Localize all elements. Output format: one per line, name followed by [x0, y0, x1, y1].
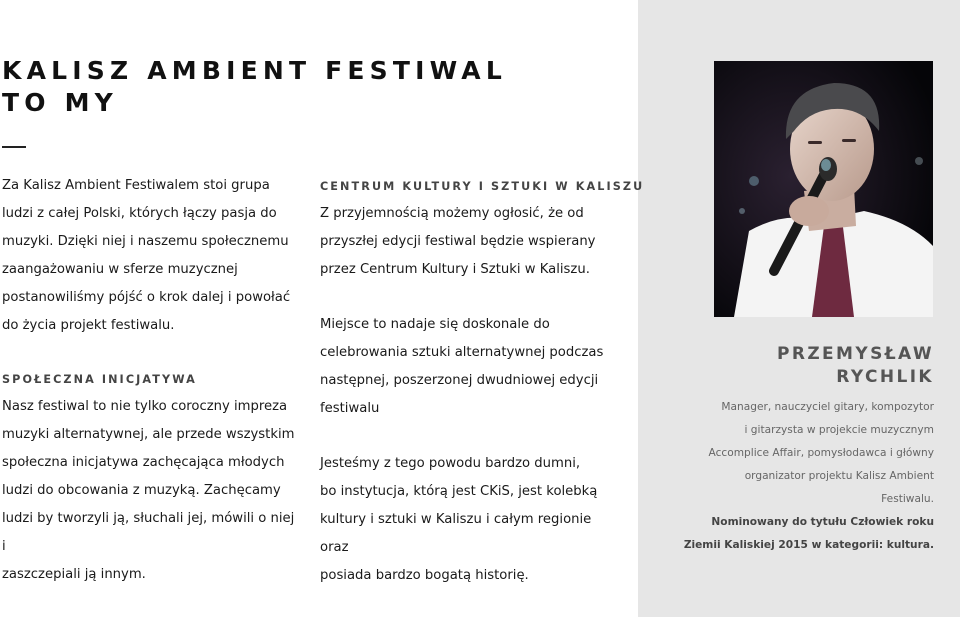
profile-name — [648, 343, 934, 389]
bio-line: Festiwalu. — [881, 493, 934, 505]
social-initiative-line: Nasz festiwal to nie tylko coroczny impreza — [2, 399, 288, 414]
award-line: Nominowany do tytułu Człowiek roku — [711, 516, 934, 528]
centre-line: posiada bardzo bogatą historię. — [320, 568, 529, 583]
centre-paragraph-1 — [320, 200, 620, 284]
profile-photo — [714, 61, 933, 317]
intro-line: do życia projekt festiwalu. — [2, 318, 175, 333]
page-title — [2, 55, 562, 119]
centre-line: celebrowania sztuki alternatywnej podczas — [320, 345, 604, 360]
intro-line: zaangażowaniu w sferze muzycznej — [2, 262, 238, 277]
centre-line: przyszłej edycji festiwal będzie wspierany — [320, 234, 596, 249]
social-initiative-line: społeczna inicjatywa zachęcająca młodych — [2, 455, 285, 470]
intro-line: Za Kalisz Ambient Festiwalem stoi grupa — [2, 178, 270, 193]
centre-line: następnej, poszerzonej dwudniowej edycji — [320, 373, 599, 388]
centre-paragraph-2 — [320, 311, 620, 423]
social-initiative-line: muzyki alternatywnej, ale przede wszystkim — [2, 427, 295, 442]
award-line: Ziemii Kaliskiej 2015 w kategorii: kultura. — [683, 539, 934, 551]
bio-line: Accomplice Affair, pomysłodawca i główny — [708, 447, 934, 459]
centre-line: Jesteśmy z tego powodu bardzo dumni, — [320, 456, 581, 471]
centre-paragraph-3 — [320, 450, 620, 590]
social-initiative-line: ludzi do obcowania z muzyką. Zachęcamy — [2, 483, 281, 498]
intro-text — [2, 172, 302, 340]
social-initiative-heading: SPOŁECZNA INICJATYWA — [2, 373, 197, 386]
social-initiative-line: ludzi by tworzyli ją, słuchali jej, mówili o niej i — [2, 511, 295, 554]
bio-line: Manager, nauczyciel gitary, kompozytor — [721, 401, 934, 413]
centre-line: przez Centrum Kultury i Sztuki w Kaliszu. — [320, 262, 590, 277]
title-divider — [2, 146, 26, 148]
intro-line: ludzi z całej Polski, których łączy pasja do — [2, 206, 277, 221]
bio-line: organizator projektu Kalisz Ambient — [744, 470, 934, 482]
centre-heading: CENTRUM KULTURY I SZTUKI W KALISZU — [320, 180, 645, 193]
social-initiative-line: zaszczepiali ją innym. — [2, 567, 146, 582]
profile-name-line-1: PRZEMYSŁAW — [776, 344, 934, 364]
intro-line: muzyki. Dzięki niej i naszemu społecznemu — [2, 234, 289, 249]
centre-line: Z przyjemnością możemy ogłosić, że od — [320, 206, 584, 221]
bio-line: i gitarzysta w projekcie muzycznym — [744, 424, 934, 436]
centre-line: bo instytucja, którą jest CKiS, jest kolebką — [320, 484, 598, 499]
profile-photo-illustration — [714, 61, 933, 317]
page-title-line-1: KALISZ AMBIENT FESTIWAL — [2, 56, 507, 85]
intro-line: postanowiliśmy pójść o krok dalej i powołać — [2, 290, 291, 305]
page-title-line-2: TO MY — [2, 88, 118, 117]
centre-line: Miejsce to nadaje się doskonale do — [320, 317, 550, 332]
centre-line: kultury i sztuki w Kaliszu i całym regionie oraz — [320, 512, 592, 555]
social-initiative-text — [2, 393, 302, 589]
centre-line: festiwalu — [320, 401, 380, 416]
profile-bio — [648, 396, 934, 557]
profile-name-line-2: RYCHLIK — [836, 367, 934, 387]
